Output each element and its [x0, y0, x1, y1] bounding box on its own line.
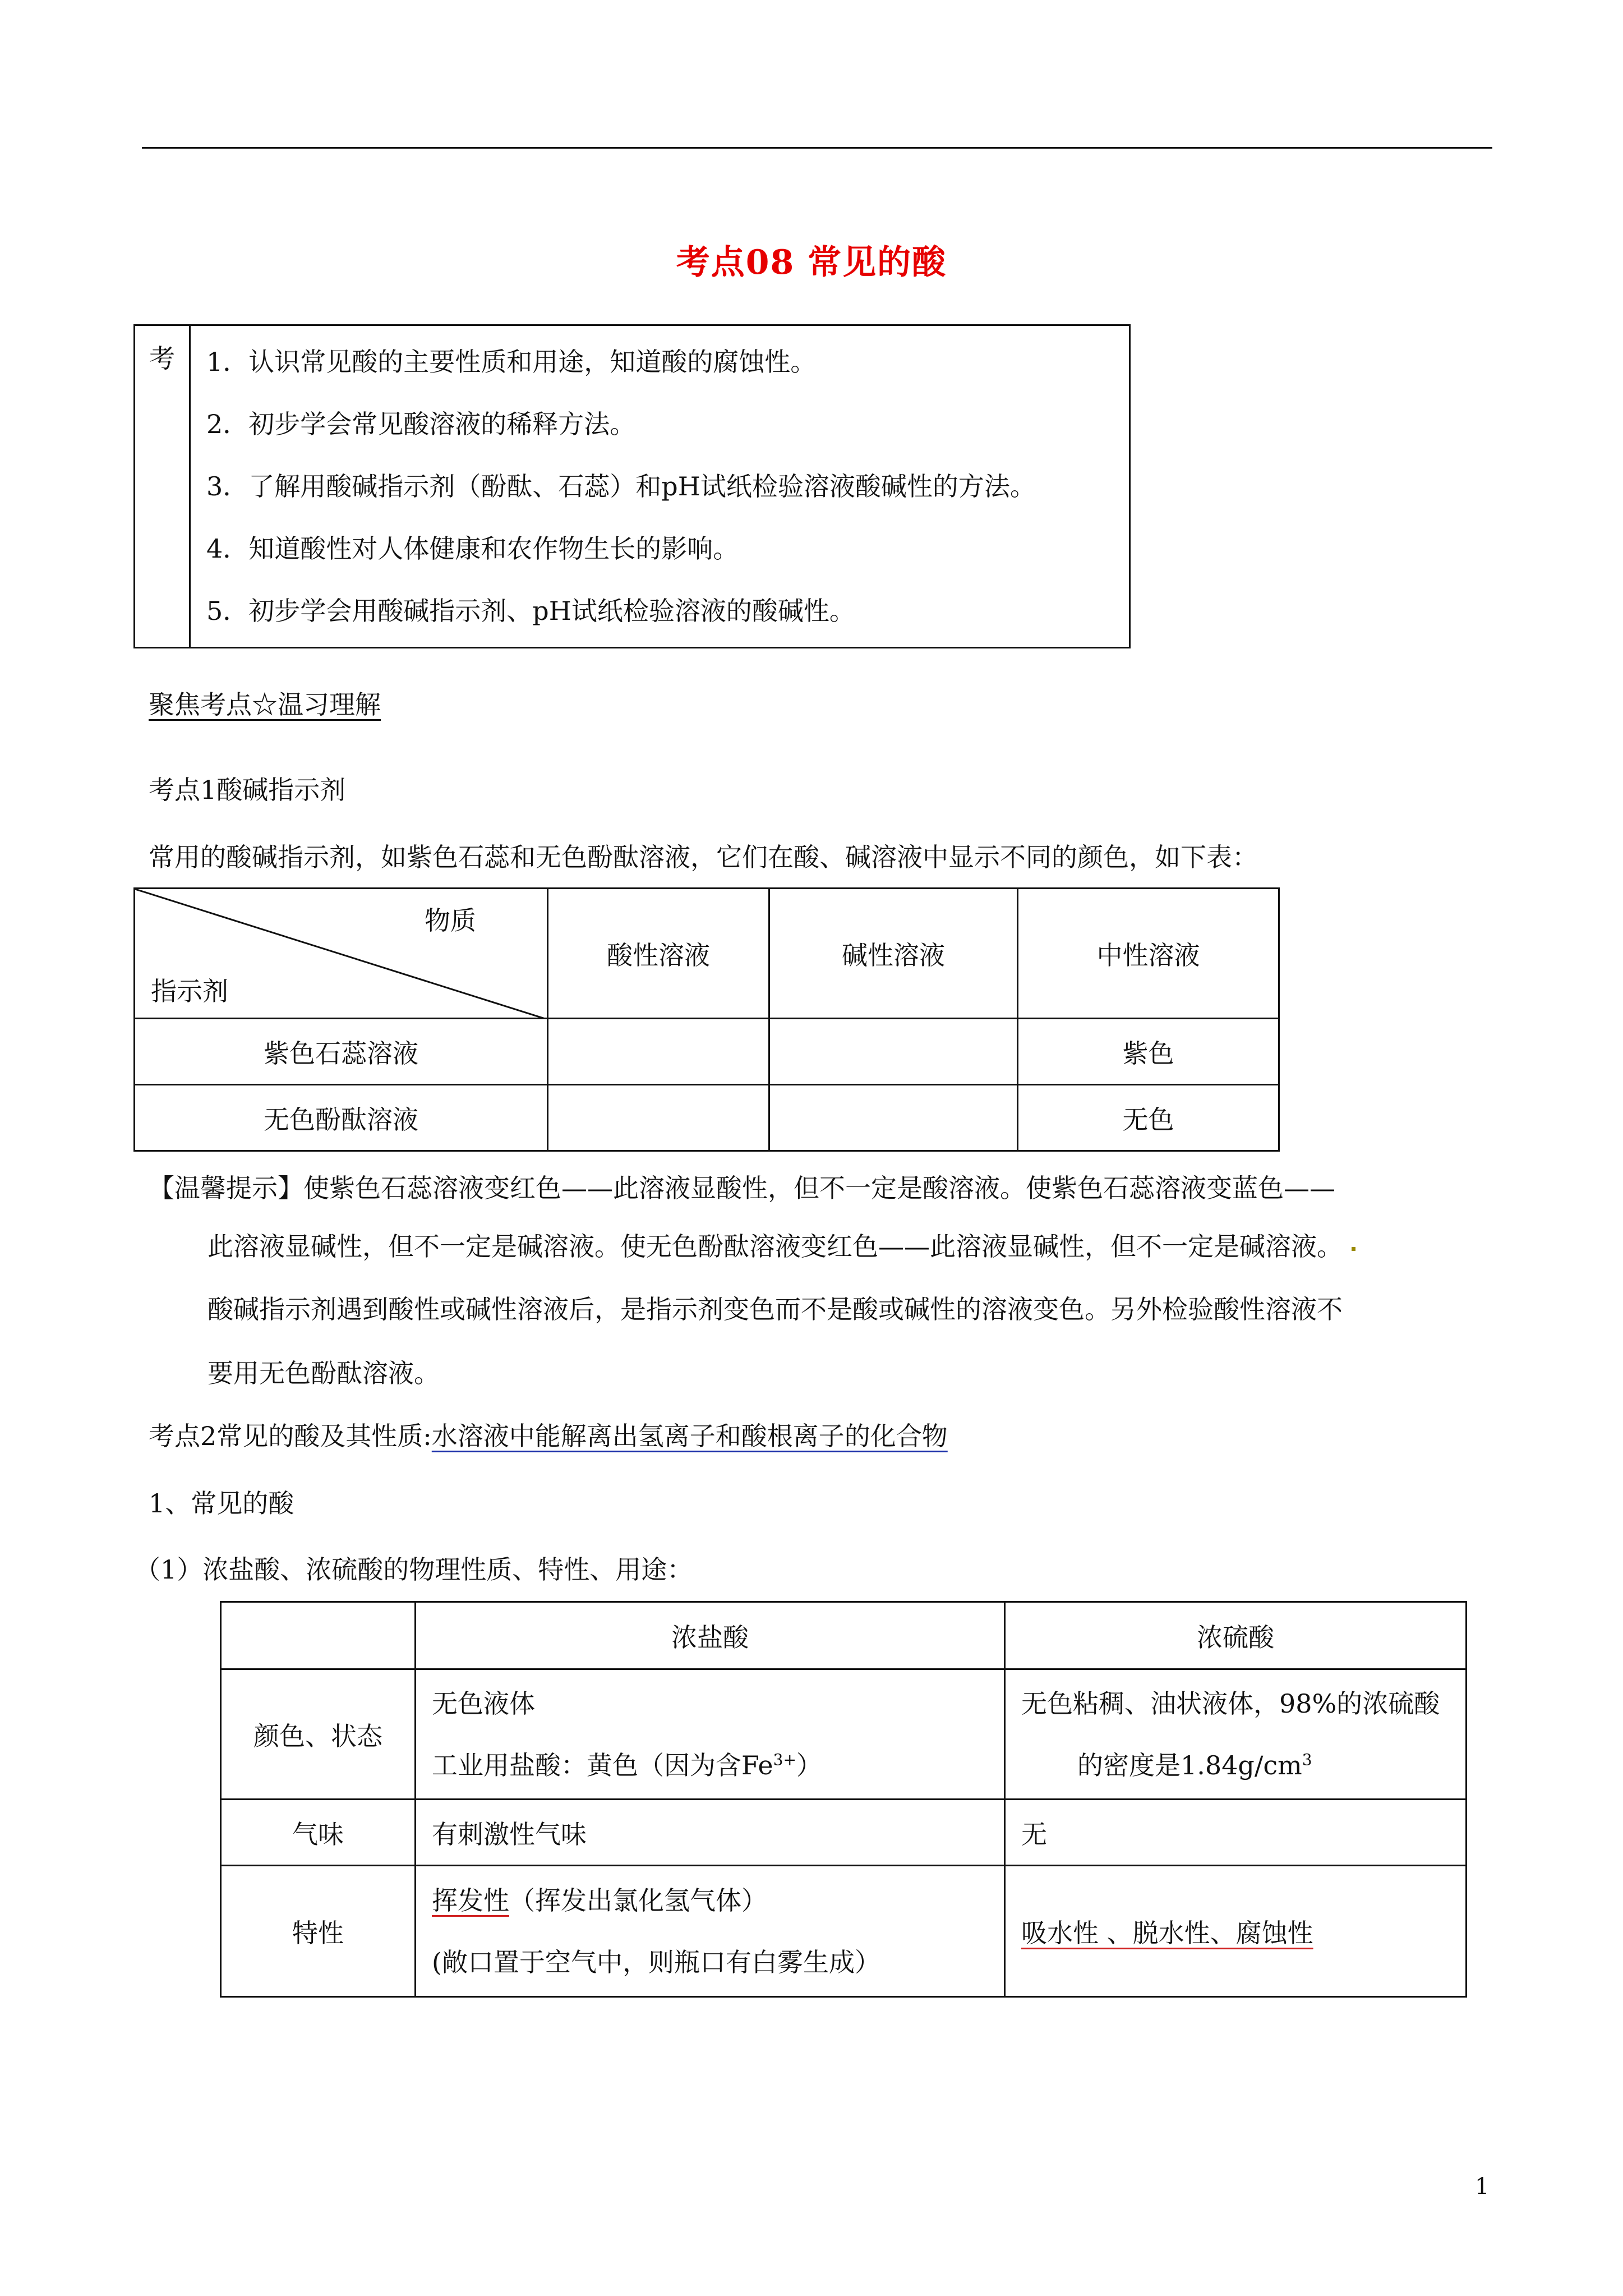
header-rule: [142, 147, 1492, 149]
goals-table: [133, 324, 1131, 648]
indicator-corner-cell: [135, 889, 548, 1019]
tip-line: 要用无色酚酞溶液。: [208, 1358, 440, 1388]
acid-properties-table: [220, 1601, 1467, 1998]
section-heading: 聚焦考点☆温习理解: [149, 689, 381, 720]
corner-top-label: 物质: [425, 905, 476, 936]
page-number: 1: [1475, 2174, 1490, 2200]
column-header-hcl: 浓盐酸: [416, 1602, 1005, 1669]
point1-heading: 考点1酸碱指示剂: [149, 775, 346, 805]
table-cell: [769, 1085, 1018, 1151]
goal-item: 2．初步学会常见酸溶液的稀释方法。: [206, 408, 636, 439]
header-empty-cell: [221, 1602, 416, 1669]
page-title: 考点08 常见的酸: [676, 243, 947, 282]
goal-item: 3．了解用酸碱指示剂（酚酞、石蕊）和pH试纸检验溶液酸碱性的方法。: [206, 471, 1036, 501]
column-header: 酸性溶液: [548, 889, 769, 1019]
row-header: 无色酚酞溶液: [135, 1085, 548, 1151]
point2-sub2: （1）浓盐酸、浓硫酸的物理性质、特性、用途：: [135, 1554, 693, 1585]
table-cell: 无色: [1018, 1085, 1279, 1151]
goal-item: 1．认识常见酸的主要性质和用途，知道酸的腐蚀性。: [206, 346, 817, 377]
column-header: 中性溶液: [1018, 889, 1279, 1019]
goal-item: 5．初步学会用酸碱指示剂、pH试纸检验溶液的酸碱性。: [206, 595, 855, 626]
row-label-color: 颜色、状态: [221, 1669, 416, 1800]
goal-item: 4．知道酸性对人体健康和农作物生长的影响。: [206, 533, 739, 564]
h2so4-smell-cell: 无: [1005, 1800, 1467, 1866]
point2-heading: 考点2常见的酸及其性质:水溶液中能解离出氢离子和酸根离子的化合物: [149, 1421, 948, 1451]
h2so4-color-cell: 无色粘稠、油状液体，98%的浓硫酸 的密度是$1.84g/cm^3$: [1005, 1669, 1467, 1800]
tip-line: 【温馨提示】使紫色石蕊溶液变红色——此溶液显酸性，但不一定是酸溶液。使紫色石蕊溶液变蓝色——: [149, 1173, 1335, 1203]
table-cell: 紫色: [1018, 1019, 1279, 1085]
corner-bottom-label: 指示剂: [151, 976, 228, 1006]
row-header: 紫色石蕊溶液: [135, 1019, 548, 1085]
h2so4-properties-term: 吸水性 、脱水性、腐蚀性: [1021, 1917, 1313, 1948]
row-label-smell: 气味: [221, 1800, 416, 1866]
acid-definition-link: 水溶液中能解离出氢离子和酸根离子的化合物: [431, 1421, 948, 1451]
marker-dot: [1352, 1247, 1355, 1251]
tip-line: 酸碱指示剂遇到酸性或碱性溶液后，是指示剂变色而不是酸或碱性的溶液变色。另外检验酸性溶液不: [208, 1294, 1343, 1324]
hcl-color-cell: 无色液体 工业用盐酸：黄色（因为含$Fe^{3+}$）: [416, 1669, 1005, 1800]
column-header: 碱性溶液: [769, 889, 1018, 1019]
table-cell: [769, 1019, 1018, 1085]
hcl-smell-cell: 有刺激性气味: [416, 1800, 1005, 1866]
tip-line: 此溶液显碱性，但不一定是碱溶液。使无色酚酞溶液变红色——此溶液显碱性，但不一定是碱溶液。: [208, 1230, 1355, 1263]
table-cell: [548, 1019, 769, 1085]
goals-list: [190, 325, 1130, 648]
point2-sub1: 1、常见的酸: [149, 1488, 294, 1519]
indicator-table: [133, 887, 1280, 1152]
h2so4-special-cell: [1005, 1866, 1467, 1997]
goals-label: 考: [135, 325, 190, 648]
point1-intro: 常用的酸碱指示剂，如紫色石蕊和无色酚酞溶液，它们在酸、碱溶液中显示不同的颜色，如下表：: [149, 842, 1258, 872]
row-label-special: 特性: [221, 1866, 416, 1997]
hcl-special-cell: 挥发性（挥发出氯化氢气体） (敞口置于空气中，则瓶口有白雾生成）: [416, 1866, 1005, 1997]
column-header-h2so4: 浓硫酸: [1005, 1602, 1467, 1669]
table-cell: [548, 1085, 769, 1151]
volatility-term: 挥发性: [432, 1885, 509, 1916]
